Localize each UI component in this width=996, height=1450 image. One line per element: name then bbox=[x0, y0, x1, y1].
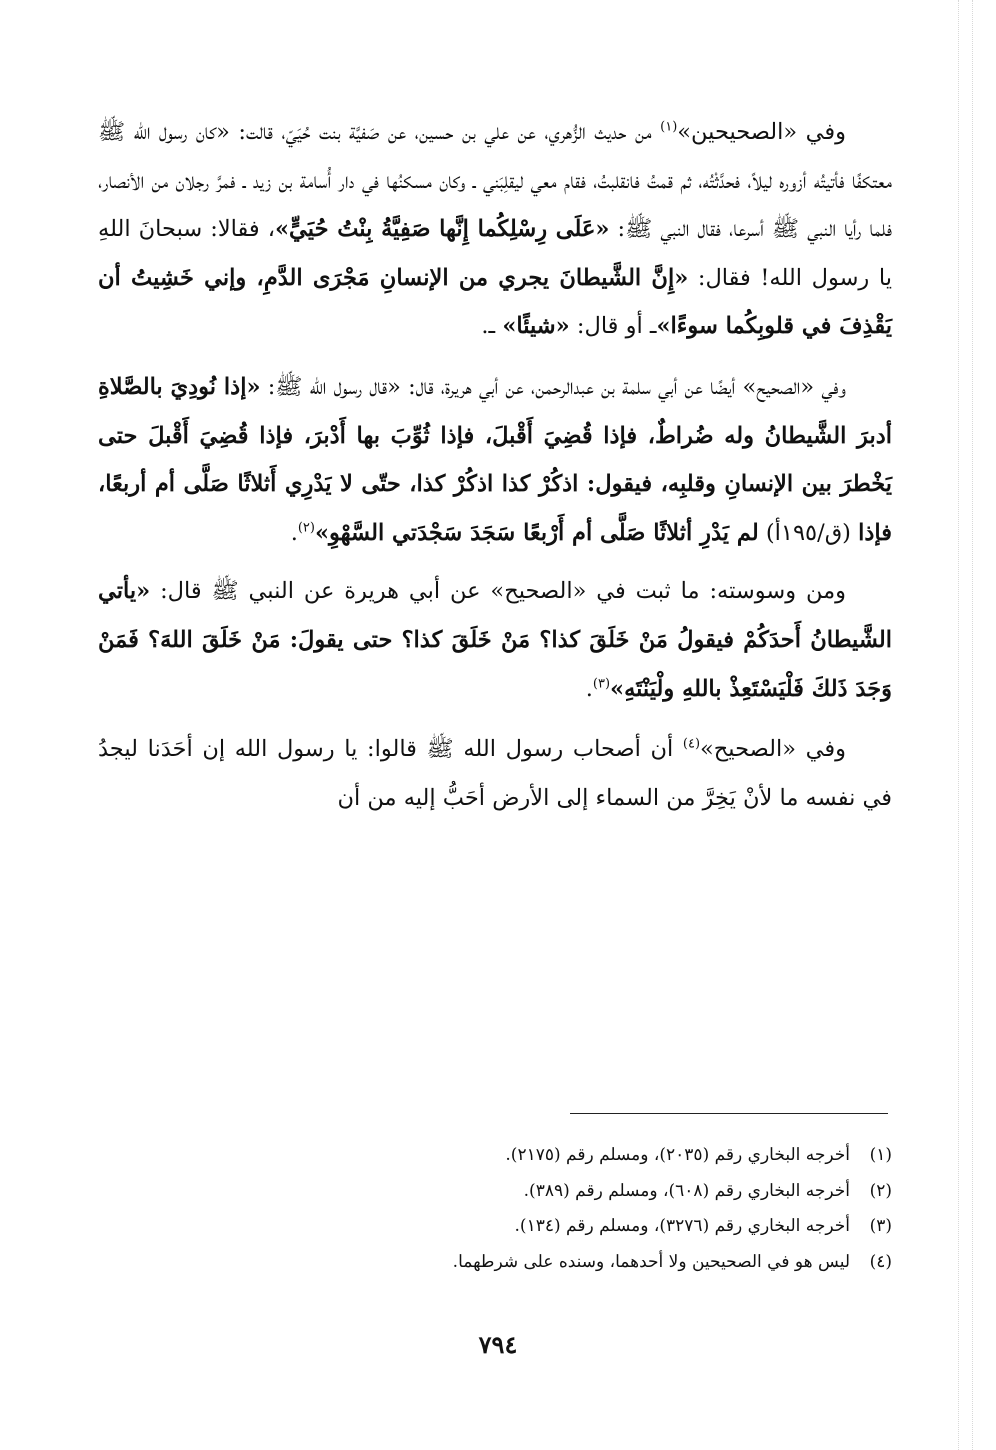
footnote-text: ليس هو في الصحيحين ولا أحدهما، وسنده على شرطهما. bbox=[452, 1251, 850, 1272]
footnote-separator bbox=[570, 1113, 888, 1114]
text-segment: وفي «الصحيحين» bbox=[677, 119, 846, 145]
footnote-reference: (٤) bbox=[682, 736, 701, 752]
paragraph-4 bbox=[98, 725, 892, 822]
paragraph-1 bbox=[98, 108, 892, 351]
text-segment: أن أصحاب رسول الله ﷺ قالوا: يا رسول الله إن أحَدَنا ليجدُ في نفسه ما لأنْ يَخِرَّ من السماء إلى الأرض أحَبُّ إليه من أن bbox=[98, 736, 892, 811]
footnote-number: (٤) bbox=[869, 1251, 892, 1272]
scan-margin-line bbox=[958, 0, 959, 1450]
footnote-reference: (٣) bbox=[592, 676, 611, 692]
hadith-quote: «شيئًا» bbox=[502, 313, 570, 340]
footnote-3 bbox=[98, 1209, 892, 1245]
paragraph-3 bbox=[98, 567, 892, 713]
main-text bbox=[98, 108, 892, 822]
footnote-text: أخرجه البخاري رقم (٢٠٣٥)، ومسلم رقم (٢١٧٥). bbox=[505, 1145, 850, 1165]
footnote-text: أخرجه البخاري رقم (٣٢٧٦)، ومسلم رقم (١٣٤). bbox=[514, 1216, 850, 1236]
hadith-quote: «يأتي الشَّيطانُ أَحدَكُمْ فيقولُ مَنْ خَلَقَ كذا؟ مَنْ خَلَقَ كذا؟ حتى يقولَ: مَنْ خَلَقَ اللهَ؟ فَمَنْ وَجَدَ ذَلكَ فَلْيَسْتَعِذْ باللهِ ولْيَنْتَهِ» bbox=[98, 578, 892, 702]
text-segment: وفي «الصحيح» bbox=[700, 736, 847, 763]
footnote-number: (٢) bbox=[869, 1180, 892, 1201]
hadith-quote: «عَلَى رِسْلِكُما إِنَّها صَفِيَّةُ بِنْتُ حُيَيٍّ» bbox=[274, 216, 610, 243]
text-segment: ، فقالا: سبحانَ اللهِ يا رسول الله! فقال: bbox=[98, 216, 892, 291]
footnote-number: (٣) bbox=[869, 1216, 892, 1236]
text-segment: (ق/١٩٥أ) bbox=[758, 519, 859, 546]
footnote-reference: (١) bbox=[660, 119, 678, 135]
hadith-quote: لم يَدْرِ أثلاثًا صَلَّى أم أَرْبعًا سَجَدَ سَجْدَتي السَّهْوِ» bbox=[314, 519, 759, 546]
paragraph-2 bbox=[98, 363, 892, 557]
footnote-4 bbox=[98, 1245, 892, 1281]
hadith-quote: «إذا نُودِيَ بالصَّلاةِ أدبرَ الشَّيطانُ وله ضُراطٌ، فإذا قُضِيَ أَقْبلَ، فإذا ثُوِّبَ بها أَدْبرَ، فإذا قُضِيَ أَقْبلَ حتى يَخْطرَ بين الإنسانِ وقلبِه، فيقول: اذكُرْ كذا اذكُرْ كذا، حتّى لا يَدْرِي أَثلاثًا صَلَّى أم أربعًا، فإذا bbox=[98, 373, 892, 546]
footnote-number: (١) bbox=[869, 1145, 892, 1165]
scan-margin-line bbox=[972, 0, 973, 1450]
footnote-2 bbox=[98, 1174, 892, 1210]
footnotes bbox=[98, 1138, 892, 1280]
text-segment: . bbox=[290, 519, 298, 546]
text-segment: ومن وسوسته: ما ثبت في «الصحيح» عن أبي هريرة عن النبي ﷺ قال: bbox=[150, 578, 846, 605]
text-segment: من حديث الزُّهري، عن علي بن حسين، عن صَفيَّة بنت حُيَيّ، قالت: «كان رسول الله ﷺ معتكفًا فأتيتُه أزوره ليلاً، فحدَّثْتُه، ثم قمتُ فانقلبتُ، فقام معي ليقلِبَني ـ وكان مسكنُها في دار أُسامة بن زيد ـ فمرَّ رجلان من الأنصار، فلما رأيا النبي ﷺ أسرعا، فقال النبي ﷺ: bbox=[98, 119, 892, 243]
text-segment: . bbox=[585, 675, 593, 702]
footnote-text: أخرجه البخاري رقم (٦٠٨)، ومسلم رقم (٣٨٩). bbox=[523, 1180, 850, 1201]
text-segment: ـ. bbox=[481, 313, 503, 340]
page-number: ٧٩٤ bbox=[478, 1330, 518, 1359]
text-segment: وفي «الصحيح» أيضًا عن أبي سلمة بن عبدالرحمن، عن أبي هريرة، قال: «قال رسول الله ﷺ: bbox=[260, 373, 846, 400]
hadith-quote: «إِنَّ الشَّيطانَ يجري من الإنسانِ مَجْرَى الدَّمِ، وإني خَشِيتُ أن يَقْذِفَ في قلوبِكُما سوءًا» bbox=[98, 264, 892, 340]
text-segment: ـ أو قال: bbox=[569, 313, 657, 340]
footnote-1 bbox=[98, 1138, 892, 1174]
footnote-reference: (٢) bbox=[297, 520, 315, 536]
